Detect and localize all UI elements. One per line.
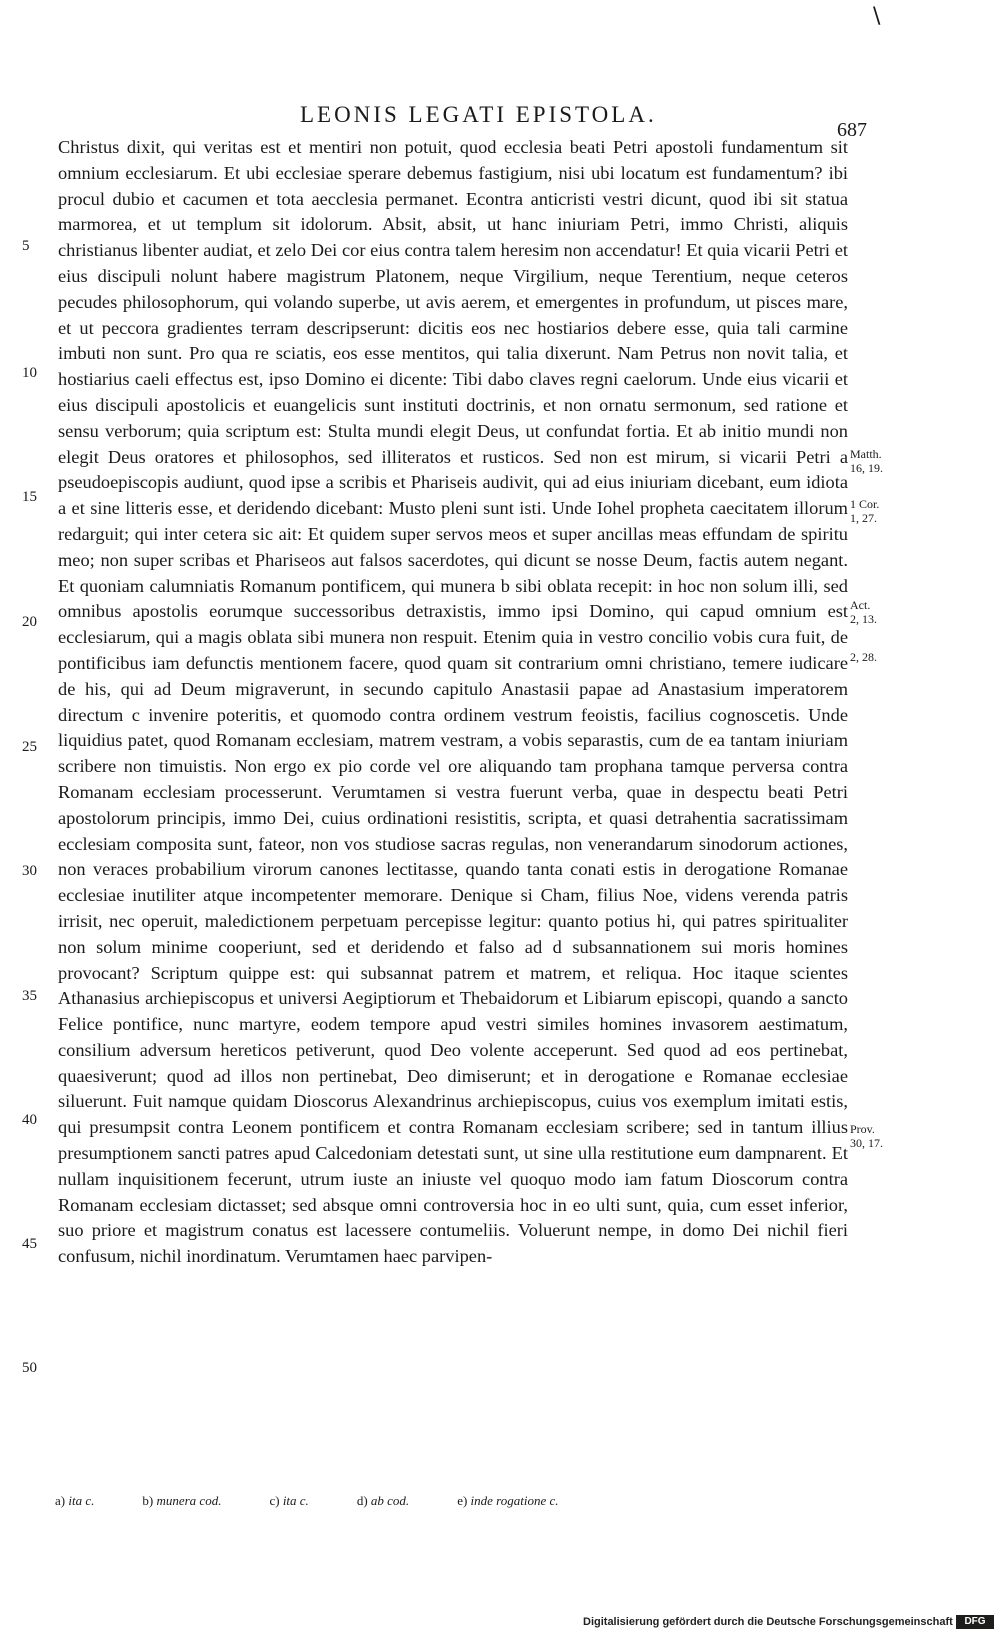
reference-cite: 1, 27. (850, 511, 877, 525)
footnote-text: munera cod. (156, 1493, 222, 1508)
line-number: 20 (22, 614, 37, 630)
reference-cite: 30, 17. (850, 1136, 883, 1150)
footnote-mark: c) (269, 1493, 280, 1508)
footnote-text: ita c. (68, 1493, 95, 1508)
margin-reference (850, 598, 890, 626)
line-number: 50 (22, 1360, 37, 1376)
reference-book: 1 Cor. (850, 497, 880, 511)
margin-reference (850, 650, 890, 664)
line-number: 5 (22, 238, 30, 254)
reference-cite: 16, 19. (850, 461, 883, 475)
footnote (269, 1493, 308, 1509)
footnote (142, 1493, 221, 1509)
footnote (357, 1493, 409, 1509)
line-number: 25 (22, 739, 37, 755)
footnotes (55, 1493, 559, 1509)
reference-book: Act. (850, 598, 871, 612)
funding-note: Digitalisierung gefördert durch die Deutsche Forschungsgemeinschaft (583, 1616, 953, 1628)
body-text (58, 135, 848, 1270)
footnote-text: ab cod. (370, 1493, 410, 1508)
footnote-mark: d) (356, 1493, 368, 1508)
running-head: LEONIS LEGATI EPISTOLA. (300, 102, 657, 127)
body-paragraph: Christus dixit, qui veritas est et mentiri non potuit, quod ecclesia beati Petri apostoli fundamentum sit omnium ecclesiarum. Et ubi ecclesiae sperare debemus fastigium, nisi ubi locatum est fundamentum? ibi procul dubio et cacumen et tota aecclesia permanet. Econtra anticristi vestri dicunt, quod ibi sit statua marmorea, et ut templum sit idolorum. Absit, absit, ut hanc iniuriam Petri, immo Christi, aliquis christianus libenter audiat, et zelo Dei cor eius contra talem heresim non accendatur! Et quia vicarii Petri et eius discipuli nolunt habere magistrum Platonem, neque Virgilium, neque Terentium, neque ceteros pecudes philosophorum, qui volando superbe, ut avis aerem, et emergentes in profundum, ut pisces mare, et ut peccora gradientes terram descripserunt: dicitis eos nec hostiarios debere esse, quia tali carmine imbuti non sunt. Pro qua re sciatis, eos esse mentitos, qui talia dixerunt. Nam Petrus non novit talia, et hostiarius caeli effectus est, ipso Domino ei dicente: Tibi dabo claves regni caelorum. Unde eius vicarii et eius discipuli apostolicis et euangelicis sunt instituti doctrinis, et non ornatu sermonum, sed ratione et sensu verborum; quia scriptum est: Stulta mundi elegit Deus, ut confundat fortia. Et ab initio mundi non elegit Deus oratores et philosophos, sed illiteratos et rusticos. Sed non est mirum, si vicarii Petri a pseudoepiscopis audiunt, quod ipse a scribis et Phariseis audivit, qui ad eius iniuriam dicebant, eum idiota a et sine litteris esse, et deridendo dicebant: Musto pleni sunt isti. Unde Iohel propheta caecitatem illorum redarguit; qui inter cetera sic ait: Et quidem super servos meos et super ancillas meas effundam de spiritu meo; non super scribas et Phariseos aut falsos sacerdotes, qui dicunt se nosse Deum, factis autem negant. Et quoniam calumniatis Romanum pontificem, qui munera b sibi oblata recepit: in hoc non solum illi, sed omnibus apostolis eorumque successoribus detraxistis, immo ipsi Domino, qui capud omnium est ecclesiarum, qui a magis oblata sibi munera non respuit. Etenim quia in vestro concilio vobis cura fuit, de pontificibus iam defunctis mentionem facere, quod quam sit contrarium omni christiano, temere iudicare de his, qui ad Deum migraverunt, in secundo capitulo Anastasii papae ad Anastasium imperatorem directum c invenire poteritis, et quomodo contra ordinem vestrum feoistis, facilius cognoscetis. Unde liquidius patet, quod Romanam ecclesiam, matrem vestram, a vobis separastis, cum de ea tantam iniuriam scribere non timuistis. Non ergo ex pio corde vel ore aliquando tam prophana tamque perversa contra Romanam ecclesiam processerunt. Verumtamen si vestra fuerunt verba, quae in despectu beati Petri apostolorum principis, immo Dei, cuius ordinationi resistitis, scripta, et quasi detrahentia sacratissimam ecclesiam composita sunt, fateor, non vos studiose sacras regulas, non venerandarum sinodorum actiones, non veraces probabilium virorum canones lectitasse, quando tanta conati estis in derogatione Romanae ecclesiae inutiliter atque incompetenter memorare. Denique si Cham, filius Noe, videns verenda patris irrisit, nec operuit, maledictionem perpetuam percepisse legitur: quanto potius hi, qui patres spiritualiter non solum minime cooperiunt, sed et deridendo et falso ad d subsannationem sui moris homines provocant? Scriptum quippe est: qui subsannat patrem et matrem, et reliqua. Hoc itaque scientes Athanasius archiepiscopus et universi Aegiptiorum et Thebaidorum et Libiarum episcopi, quando a sancto Felice pontifice, nunc martyre, eodem tempore apud vestri similes homines invasorem aestimatum, consilium adversum hereticos petiverunt, quod Deo volente acceperunt. Sed quod ad eos pertinebat, quaesiverunt; quod ad illos non pertinebat, Deo dimiserunt; et in derogatione e Romanae ecclesiae siluerunt. Fuit namque quidam Dioscorus Alexandrinus archiepiscopus, cuius vos exemplum imitati estis, qui presumpsit contra Leonem pontificem et contra Romanam ecclesiam scribere; sed in tantum illius presumptionem sancti patres apud Calcedoniam detestati sunt, ut sine ulla restitutione eum dampnarent. Et nullam inquisitionem fecerunt, utrum iuste an iniuste vel quoquo modo iam fatum Dioscorum contra Romanam ecclesiam dictasset; sed absque omni controversia hoc in eo ulti sunt, quia, cum esset inferior, suo priore et magistrum conatus est lacessere contumeliis. Voluerunt nempe, in domo Dei nichil fieri confusum, nichil inordinatum. Verumtamen haec parvipen- (58, 137, 848, 1267)
corner-mark: \ (873, 4, 881, 29)
footnote (55, 1493, 94, 1509)
margin-reference (850, 497, 890, 525)
reference-book: Matth. (850, 447, 882, 461)
line-number: 10 (22, 365, 37, 381)
reference-book: Prov. (850, 1122, 875, 1136)
footnote-mark: b) (142, 1493, 154, 1508)
line-number: 30 (22, 863, 37, 879)
line-number: 40 (22, 1112, 37, 1128)
margin-reference (850, 1122, 890, 1150)
line-number: 35 (22, 988, 37, 1004)
footnote (457, 1493, 558, 1509)
reference-cite: 2, 13. (850, 612, 877, 626)
line-number: 45 (22, 1236, 37, 1252)
footnote-text: inde rogatione c. (470, 1493, 559, 1508)
reference-cite: 2, 28. (850, 650, 877, 664)
page-number: 687 (837, 119, 867, 141)
dfg-logo: DFG (956, 1615, 994, 1629)
margin-reference (850, 447, 890, 475)
line-number: 15 (22, 489, 37, 505)
footnote-mark: e) (457, 1493, 468, 1508)
footnote-mark: a) (55, 1493, 66, 1508)
footnote-text: ita c. (282, 1493, 309, 1508)
